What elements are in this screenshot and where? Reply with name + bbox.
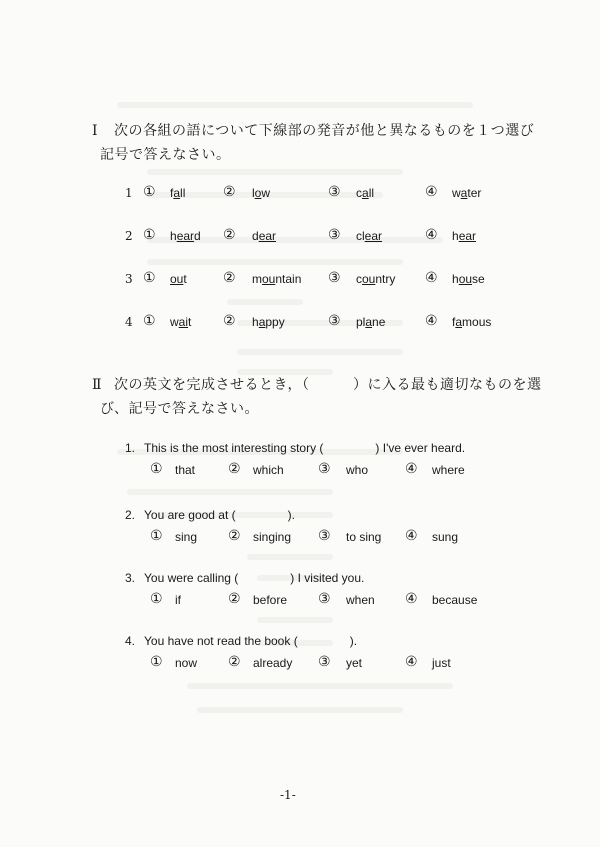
- option-mark: ④: [405, 654, 418, 670]
- section2-number: Ⅱ: [92, 377, 103, 393]
- option-mark: ①: [150, 591, 163, 607]
- word-part: mous: [462, 315, 492, 329]
- choice-mark: ④: [425, 227, 438, 243]
- word-part: ntain: [275, 272, 302, 286]
- word-part: se: [472, 272, 485, 286]
- underlined-part: ear: [364, 229, 383, 243]
- choice-word: [452, 315, 491, 329]
- underlined-part: ear: [258, 229, 277, 243]
- sentence-after-blank: ).: [349, 634, 358, 648]
- option-mark: ①: [150, 654, 163, 670]
- sentence-before-blank: You were calling (: [144, 571, 239, 585]
- word-part: h: [170, 229, 177, 243]
- option-text: now: [175, 656, 198, 670]
- option-mark: ④: [405, 461, 418, 477]
- choice-word: [252, 229, 276, 243]
- choice-word: [170, 272, 187, 286]
- option-mark: ②: [228, 654, 241, 670]
- underlined-part: ear: [176, 229, 195, 243]
- word-part: m: [252, 272, 262, 286]
- section2-title-line2: び、記号で答えなさい。: [100, 401, 259, 417]
- question-number: 3.: [125, 571, 136, 585]
- sentence-after-blank: ) I visited you.: [290, 571, 365, 585]
- option-mark: ②: [228, 461, 241, 477]
- choice-mark: ①: [143, 313, 156, 329]
- choice-mark: ①: [143, 184, 156, 200]
- underlined-part: a: [460, 186, 468, 200]
- option-text: if: [175, 593, 181, 607]
- word-part: h: [252, 315, 259, 329]
- option-text: where: [432, 463, 465, 477]
- word-part: ll: [180, 186, 186, 200]
- word-part: f: [452, 315, 456, 329]
- option-text: just: [432, 656, 451, 670]
- section2-question-sentence: [125, 441, 465, 455]
- option-text: when: [346, 593, 375, 607]
- word-part: w: [261, 186, 271, 200]
- word-part: ter: [467, 186, 482, 200]
- option-mark: ③: [318, 461, 331, 477]
- choice-mark: ②: [223, 227, 236, 243]
- underlined-part: ou: [458, 272, 473, 286]
- option-text: which: [253, 463, 284, 477]
- word-part: w: [452, 186, 461, 200]
- section2-question-sentence: [125, 508, 295, 522]
- word-part: c: [356, 186, 362, 200]
- section2-question-sentence: [125, 634, 357, 648]
- choice-mark: ①: [143, 270, 156, 286]
- option-text: that: [175, 463, 196, 477]
- sentence-after-blank: ) I've ever heard.: [375, 441, 466, 455]
- choice-mark: ④: [425, 270, 438, 286]
- word-part: ntry: [375, 272, 396, 286]
- option-mark: ①: [150, 528, 163, 544]
- choice-word: [356, 186, 374, 200]
- underlined-part: ai: [178, 315, 189, 329]
- option-mark: ②: [228, 591, 241, 607]
- section1-title: [92, 119, 534, 167]
- choice-word: [356, 315, 385, 329]
- word-part: t: [188, 315, 192, 329]
- section1-title-line2: 記号で答えなさい。: [100, 147, 231, 163]
- word-part: f: [170, 186, 174, 200]
- underlined-part: ou: [262, 272, 276, 286]
- option-text: singing: [253, 530, 292, 544]
- question-number: 1.: [125, 441, 136, 455]
- option-mark: ④: [405, 528, 418, 544]
- choice-mark: ②: [223, 313, 236, 329]
- word-part: ne: [372, 315, 386, 329]
- option-text: sing: [175, 530, 198, 544]
- question-number: 3: [125, 272, 133, 286]
- word-part: pl: [356, 315, 366, 329]
- word-part: h: [452, 272, 459, 286]
- option-text: sung: [432, 530, 459, 544]
- word-part: d: [252, 229, 259, 243]
- word-part: ppy: [265, 315, 285, 329]
- underlined-part: a: [365, 315, 373, 329]
- word-part: h: [452, 229, 459, 243]
- choice-mark: ④: [425, 184, 438, 200]
- word-part: c: [356, 272, 362, 286]
- option-mark: ④: [405, 591, 418, 607]
- choice-word: [252, 186, 270, 200]
- choice-word: [356, 272, 395, 286]
- choice-mark: ①: [143, 227, 156, 243]
- underlined-part: a: [455, 315, 463, 329]
- option-mark: ③: [318, 654, 331, 670]
- underlined-part: ou: [170, 272, 184, 286]
- underlined-part: o: [254, 186, 262, 200]
- option-text: because: [432, 593, 478, 607]
- option-mark: ①: [150, 461, 163, 477]
- word-part: t: [183, 272, 187, 286]
- choice-mark: ③: [328, 270, 341, 286]
- option-text: who: [346, 463, 369, 477]
- choice-word: [170, 229, 201, 243]
- option-text: before: [253, 593, 288, 607]
- section2-title-line1: 次の英文を完成させるとき，（ ）に入る最も適切なものを選: [114, 377, 542, 393]
- question-number: 4: [125, 315, 133, 329]
- choice-mark: ④: [425, 313, 438, 329]
- word-part: l: [252, 186, 255, 200]
- sentence-before-blank: This is the most interesting story (: [144, 441, 324, 455]
- word-part: d: [194, 229, 201, 243]
- underlined-part: ear: [458, 229, 477, 243]
- choice-mark: ③: [328, 184, 341, 200]
- choice-word: [252, 272, 301, 286]
- choice-mark: ②: [223, 184, 236, 200]
- section2-title: [92, 373, 541, 421]
- choice-mark: ③: [328, 313, 341, 329]
- sentence-after-blank: ).: [287, 508, 295, 522]
- choice-mark: ③: [328, 227, 341, 243]
- choice-word: [356, 229, 382, 243]
- section1-title-line1: 次の各組の語について下線部の発音が他と異なるものを１つ選び: [114, 123, 535, 139]
- option-text: to sing: [346, 530, 382, 544]
- underlined-part: a: [362, 186, 369, 200]
- option-mark: ③: [318, 528, 331, 544]
- choice-word: [452, 229, 476, 243]
- underlined-part: a: [258, 315, 266, 329]
- underlined-part: a: [173, 186, 181, 200]
- question-number: 1: [125, 186, 133, 200]
- page-number: -1-: [280, 788, 296, 802]
- section2-question-sentence: [125, 571, 364, 585]
- underlined-part: ou: [362, 272, 376, 286]
- question-number: 2: [125, 229, 133, 243]
- section1-number: Ⅰ: [92, 123, 99, 139]
- choice-word: [452, 186, 481, 200]
- option-mark: ②: [228, 528, 241, 544]
- word-part: w: [170, 315, 179, 329]
- choice-word: [452, 272, 485, 286]
- choice-word: [170, 186, 185, 200]
- option-mark: ③: [318, 591, 331, 607]
- choice-mark: ②: [223, 270, 236, 286]
- sentence-before-blank: You have not read the book (: [144, 634, 298, 648]
- choice-word: [252, 315, 285, 329]
- word-part: ll: [368, 186, 375, 200]
- question-number: 4.: [125, 634, 136, 648]
- option-text: yet: [346, 656, 363, 670]
- choice-word: [170, 315, 191, 329]
- sentence-before-blank: You are good at (: [144, 508, 236, 522]
- option-text: already: [253, 656, 293, 670]
- word-part: cl: [356, 229, 365, 243]
- question-number: 2.: [125, 508, 136, 522]
